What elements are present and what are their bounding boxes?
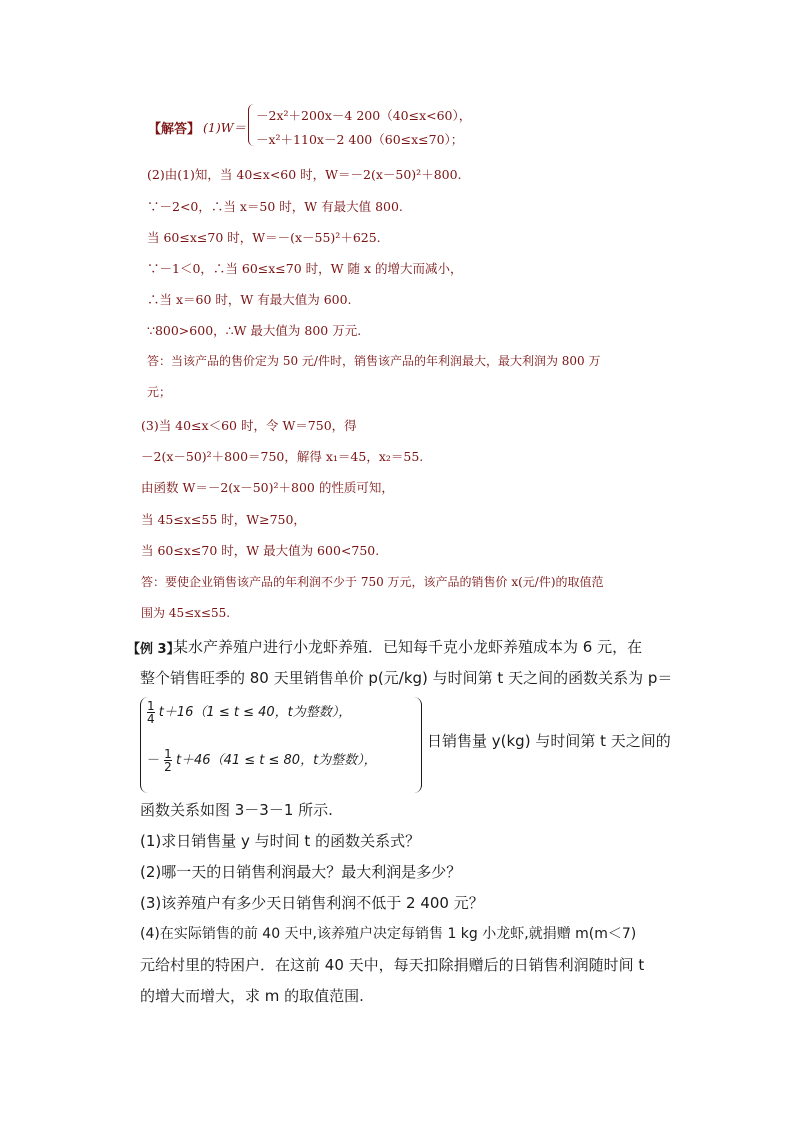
example-after-cases: 日销售量 y(kg) 与时间第 t 天之间的 xyxy=(427,732,671,750)
answer-line: 元； xyxy=(147,385,172,399)
answer-line: 由函数 W＝－2(x－50)²＋800 的性质可知， xyxy=(141,480,394,495)
answer-line: (3)当 40≤x＜60 时，令 W＝750，得 xyxy=(141,418,357,433)
answer-line: －2(x－50)²＋800＝750，解得 x₁＝45，x₂＝55. xyxy=(141,449,424,464)
answer-line: ∵800>600，∴W 最大值为 800 万元. xyxy=(147,323,362,338)
answer-line: (2)由(1)知，当 40≤x<60 时，W＝－2(x－50)²＋800. xyxy=(147,167,462,182)
answer-line: 答：当该产品的售价定为 50 元/件时，销售该产品的年利润最大，最大利润为 800 万 xyxy=(147,354,601,368)
question-2: (2)哪一天的日销售利润最大？最大利润是多少？ xyxy=(140,863,462,881)
answer-case-1: －2x²＋200x－4 200（40≤x<60）， xyxy=(256,108,472,123)
case2-fraction: $\frac{1}{2}$ xyxy=(164,747,172,774)
answer-line: ∵－1＜0，∴当 60≤x≤70 时，W 随 x 的增大而减小， xyxy=(147,261,463,276)
answer-line: ∴当 x＝60 时，W 有最大值为 600. xyxy=(147,292,352,307)
answer-line: ∵－2<0，∴当 x＝50 时，W 有最大值 800. xyxy=(147,199,403,214)
question-4-line: (4)在实际销售的前 40 天中,该养殖户决定每销售 1 kg 小龙虾,就捐赠 m(m＜7) xyxy=(140,926,637,942)
example-intro-line: 函数关系如图 3－3－1 所示. xyxy=(140,801,333,819)
case1-fraction: $\frac{1}{4}$ xyxy=(147,699,155,726)
answer-case-2: －x²＋110x－2 400（60≤x≤70）； xyxy=(256,132,464,147)
example-intro-line: 整个销售旺季的 80 天里销售单价 p(元/kg) 与时间第 t 天之间的函数关系为 p＝ xyxy=(140,669,673,687)
answer-line: 当 60≤x≤70 时，W＝－(x－55)²＋625. xyxy=(147,230,381,245)
answer-line: 当 60≤x≤70 时，W 最大值为 600<750. xyxy=(141,543,380,558)
example-intro-line: 某水产养殖户进行小龙虾养殖．已知每千克小龙虾养殖成本为 6 元，在 xyxy=(173,638,643,656)
example-tag: 【例 3】 xyxy=(127,642,180,657)
piecewise-case-2: － $\frac{1}{2}$ t＋46（41 ≤ t ≤ 80，t为整数）， xyxy=(147,747,377,774)
answer-tag: 【解答】 xyxy=(148,122,201,137)
answer-brace xyxy=(248,104,255,146)
answer-p1-prefix: (1)W＝ xyxy=(203,120,247,135)
piecewise-right-brace xyxy=(413,697,422,793)
answer-line: 答：要使企业销售该产品的年利润不少于 750 万元，该产品的销售价 x(元/件)的取值范 xyxy=(141,575,604,589)
question-4-line: 的增大而增大，求 m 的取值范围. xyxy=(140,987,364,1005)
answer-line: 围为 45≤x≤55. xyxy=(141,606,231,620)
answer-line: 当 45≤x≤55 时，W≥750， xyxy=(141,512,306,527)
question-1: (1)求日销售量 y 与时间 t 的函数关系式？ xyxy=(140,832,421,850)
piecewise-case-1: $\frac{1}{4}$ t＋16（1 ≤ t ≤ 40，t为整数）， xyxy=(147,699,352,726)
question-3: (3)该养殖户有多少天日销售利润不低于 2 400 元？ xyxy=(140,894,484,912)
question-4-line: 元给村里的特困户．在这前 40 天中，每天扣除捐赠后的日销售利润随时间 t xyxy=(140,956,645,974)
